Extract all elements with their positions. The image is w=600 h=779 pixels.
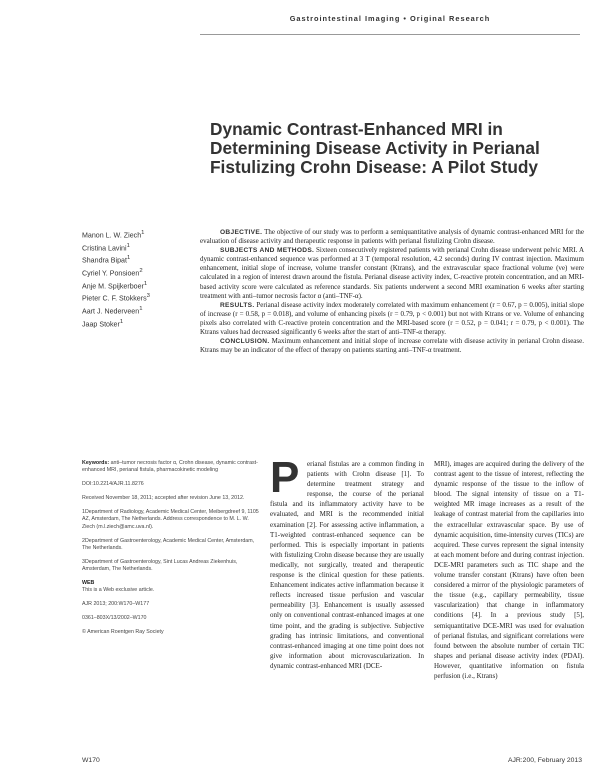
author: Cyriel Y. Ponsioen$^2$ (82, 267, 143, 278)
web-note-text: This is a Web exclusive article. (82, 587, 155, 594)
drop-cap: P (270, 453, 300, 502)
author-list (82, 228, 212, 329)
journal-issue: AJR:200, February 2013 (507, 757, 582, 764)
author: Aart J. Nederveen$^1$ (82, 305, 143, 316)
affiliation-1: 1Department of Radiology, Academic Medical Center, Meibergdreef 9, 1105 AZ, Amsterdam, The Netherlands. Address correspondence to M. L. W. Ziech (m.l.ziech@amc.uva.nl). (82, 509, 259, 530)
issn: 0361–803X/13/2002–W170 (82, 615, 147, 622)
article-metadata (82, 460, 260, 644)
author: Pieter C. F. Stokkers$^3$ (82, 293, 150, 303)
affiliation-3: 3Department of Gastroenterology, Sint Lucas Andreas Ziekenhuis, Amsterdam, The Netherlands. (82, 558, 238, 572)
article-title: Dynamic Contrast-Enhanced MRI in Determining Disease Activity in Perianal Fistulizing Crohn Disease: A Pilot Study (210, 119, 540, 177)
keywords: Keywords: anti–tumor necrosis factor α, Crohn disease, dynamic contrast-enhanced MRI, perianal fistula, pharmacokinetic modeling (82, 460, 258, 474)
citation: AJR 2013; 200:W170–W177 (82, 601, 150, 608)
copyright: © American Roentgen Ray Society (82, 629, 164, 636)
author: Jaap Stoker$^1$ (82, 318, 124, 328)
page-number: W170 (82, 757, 100, 764)
abstract-objective: OBJECTIVE. The objective of our study was to perform a semiquantitative analysis of dynamic contrast-enhanced MRI for the evaluation of disease activity and therapeutic response in patients with perianal fistulizing Crohn disease. (200, 228, 584, 246)
abstract-conclusion: CONCLUSION. Maximum enhancement and initial slope of increase correlate with disease activity in perianal Crohn disease. Ktrans may be an indicator of the effect of therapy on patients starting anti–TNF-α treatment. (200, 337, 584, 355)
abstract-results: RESULTS. Perianal disease activity index moderately correlated with maximum enhancement (r = 0.67, p = 0.005), initial slope of increase (r = 0.58, p = 0.018), and volume of enhancing pixels (r = 0.79, p < 0.001) but not with Ktrans or ve. Volume of enhancing pixels also correlated with C-reactive protein concentration and the MRI-based score (r = 0.52, p = 0.041; r = 0.79, p < 0.001). The Ktrans values had decreased significantly 6 weeks after the start of anti–TNF-α therapy. (200, 300, 584, 337)
header-divider (200, 34, 580, 35)
received-date: Received November 18, 2011; accepted after revision June 13, 2012. (82, 495, 245, 502)
abstract (200, 228, 584, 355)
body-paragraph: erianal fistulas are a common finding in patients with Crohn disease [1]. To determine treatment strategy and response, the course of the perianal fistula and its inflammatory activity have to be evaluated, and MRI is the recommended initial examination [2]. For assessing active inflammation, a T1-weighted contrast-enhanced sequence can be performed. This is especially important in patients with fistulizing Crohn disease because they are usually medically, not surgically, treated and therapeutic response is the clinical question for these patients. Enhancement indicates active inflammation because it reflects increased tissue perfusion and vascular permeability [3]. Enhancement is usually assessed only on conventional contrast-enhanced images at one time point, and the grading is subjective. Subjective grading has intrinsic limitations, and conventional contrast-enhanced imaging at one time point does not give information about microvascularization. In dynamic contrast-enhanced MRI (DCE- (270, 460, 424, 670)
affiliation-2: 2Department of Gastroenterology, Academic Medical Center, Amsterdam, The Netherlands. (82, 537, 255, 551)
body-column-2 (434, 459, 584, 681)
author: Shandra Bipat$^1$ (82, 255, 131, 265)
abstract-methods: SUBJECTS AND METHODS. Sixteen consecutively registered patients with perianal Crohn disease underwent pelvic MRI. A dynamic contrast-enhanced sequence was performed at 3 T (temporal resolution, 4.2 seconds) during IV contrast injection. Maximum enhancement, initial slope of increase, volume transfer constant (Ktrans), and the extravascular space fractional volume (ve) were calculated in a region of interest drawn around the fistula. Perianal disease activity index, C-reactive protein concentration, and an MRI-based activity score were calculated as reference standards. Six patients underwent a second MRI examination 6 weeks after starting treatment with anti–tumor necrosis factor α (anti–TNF-α). (200, 246, 585, 300)
journal-section-header: Gastrointestinal Imaging • Original Research (289, 14, 491, 23)
author: Anje M. Spijkerboer$^1$ (82, 280, 148, 290)
doi: DOI:10.2214/AJR.11.8276 (82, 481, 144, 488)
body-column-1 (270, 453, 424, 671)
author: Cristina Lavini$^1$ (82, 242, 130, 253)
body-paragraph: MRI), images are acquired during the delivery of the contrast agent to the tissue of interest, reflecting the dynamic response of the tissue to the inflow of blood. The signal intensity of tissue on a T1-weighted MR image increases as a result of the leakage of contrast material from the capillaries into the extracellular extravascular space. By use of dynamic acquisition, time-intensity curves (TICs) are acquired. These curves represent the signal intensity at each moment before and during contrast injection. DCE-MRI parameters such as TIC shape and the volume transfer constant (Ktrans) have often been considered a mirror of the physiologic parameters of the tissue (e.g., capillary permeability, tissue vascularization) that change in inflammatory conditions [4]. In a previous study [5], semiquantitative DCE-MRI was used for evaluation of perianal fistulas, and significant correlations were found between the absolute number of certain TIC shapes and perianal disease activity index (PDAI). However, quantitative information on fistula perfusion (i.e., Ktrans) (434, 460, 584, 680)
author: Manon L. W. Ziech$^1$ (82, 230, 145, 240)
web-note: WEB (82, 580, 95, 587)
